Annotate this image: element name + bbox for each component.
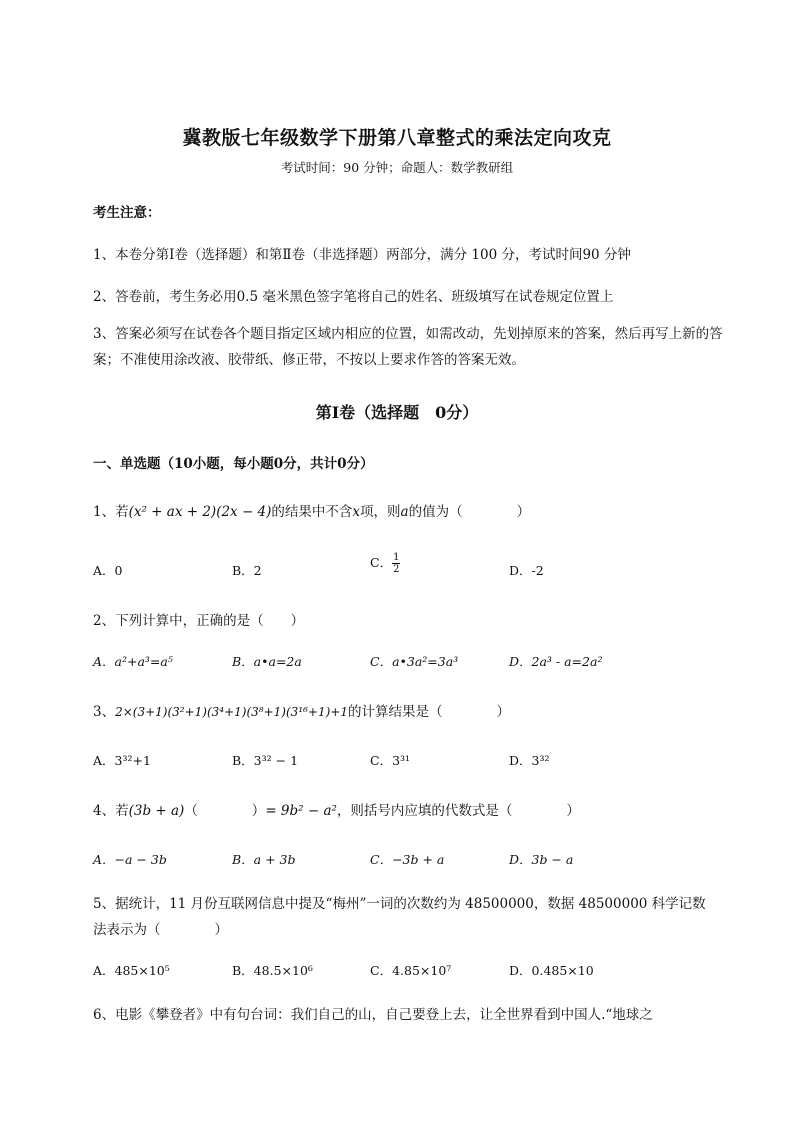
frac-denominator: 2 bbox=[393, 564, 400, 575]
section-title: 第Ⅰ卷（选择题 0分） bbox=[315, 403, 479, 422]
q5-option-c: C．4.85×10⁷ bbox=[370, 963, 452, 978]
q2-option-d: D．2a³ - a=2a² bbox=[509, 654, 603, 669]
question-4 bbox=[93, 799, 580, 819]
q1-mid2: 项，则 bbox=[360, 504, 401, 520]
q1-var-x: x bbox=[352, 504, 361, 520]
exam-info: 考试时间：90 分钟；命题人：数学教研组 bbox=[280, 160, 514, 175]
q4-blank: （ ） bbox=[184, 803, 266, 819]
page-title: 冀教版七年级数学下册第八章整式的乘法定向攻克 bbox=[182, 127, 612, 149]
q3-option-a: A．3³²+1 bbox=[93, 753, 151, 768]
notice-1: 1、本卷分第Ⅰ卷（选择题）和第Ⅱ卷（非选择题）两部分，满分 100 分，考试时间90 分钟 bbox=[93, 247, 631, 263]
q4-expression: (3b + a) bbox=[128, 803, 185, 819]
q1-option-d: D．-2 bbox=[509, 563, 544, 578]
notice-heading: 考生注意： bbox=[93, 205, 161, 221]
q4-option-c: C．−3b + a bbox=[370, 852, 445, 867]
question-5-line-1: 5、据统计，11 月份互联网信息中提及“梅州”一词的次数约为 48500000，数据 48500000 科学记数 bbox=[93, 896, 706, 912]
q3-option-b: B．3³² − 1 bbox=[232, 753, 299, 768]
q4-prefix: 4、若 bbox=[93, 803, 129, 819]
q3-suffix: 的计算结果是（ ） bbox=[347, 704, 510, 720]
q1-option-c-label: C． bbox=[370, 555, 393, 570]
question-6-line-1: 6、电影《攀登者》中有句台词：我们自己的山，自己要登上去，让全世界看到中国人.“地球之 bbox=[93, 1007, 653, 1023]
q1-option-c-fraction bbox=[392, 552, 400, 575]
q2-option-a: A．a²+a³=a⁵ bbox=[93, 654, 173, 669]
notice-2: 2、答卷前，考生务必用0.5 毫米黑色签字笔将自己的姓名、班级填写在试卷规定位置上 bbox=[93, 289, 614, 305]
q1-option-c bbox=[370, 552, 400, 575]
question-1 bbox=[93, 500, 530, 520]
q4-suffix: ，则括号内应填的代数式是（ ） bbox=[336, 803, 580, 819]
q2-option-c: C．a•3a²=3a³ bbox=[370, 654, 459, 669]
q1-suffix: 的值为（ ） bbox=[408, 504, 531, 520]
q3-prefix: 3、 bbox=[93, 704, 116, 720]
question-5-line-2: 法表示为（ ） bbox=[93, 922, 228, 938]
q3-option-d: D．3³² bbox=[509, 753, 550, 768]
q1-option-a: A．0 bbox=[93, 563, 123, 578]
q1-var-a: a bbox=[400, 504, 409, 520]
q5-option-b: B．48.5×10⁶ bbox=[232, 963, 313, 978]
q4-option-d: D．3b − a bbox=[509, 852, 574, 867]
group-title: 一、单选题（10小题，每小题0分，共计0分） bbox=[93, 456, 374, 472]
q1-mid: 的结果中不含 bbox=[271, 504, 353, 520]
question-2: 2、下列计算中，正确的是（ ） bbox=[93, 613, 305, 629]
q1-prefix: 1、若 bbox=[93, 504, 129, 520]
q2-option-b: B．a•a=2a bbox=[232, 654, 302, 669]
q1-expression: (x² + ax + 2)(2x − 4) bbox=[128, 504, 272, 520]
q5-option-a: A．485×10⁵ bbox=[93, 963, 170, 978]
q4-option-b: B．a + 3b bbox=[232, 852, 296, 867]
q5-option-d: D．0.485×10 bbox=[509, 963, 594, 978]
q1-option-b: B．2 bbox=[232, 563, 262, 578]
q4-option-a: A．−a − 3b bbox=[93, 852, 167, 867]
notice-3: 3、答案必须写在试卷各个题目指定区域内相应的位置，如需改动，先划掉原来的答案，然后再写上新的答案；不准使用涂改液、胶带纸、修正带，不按以上要求作答的答案无效。 bbox=[93, 326, 723, 368]
q3-option-c: C．3³¹ bbox=[370, 753, 411, 768]
question-3 bbox=[93, 700, 510, 720]
frac-numerator: 1 bbox=[393, 552, 400, 563]
q4-expression-2: = 9b² − a² bbox=[265, 803, 337, 819]
q3-expression: 2×(3+1)(3²+1)(3⁴+1)(3⁸+1)(3¹⁶+1)+1 bbox=[115, 705, 348, 719]
